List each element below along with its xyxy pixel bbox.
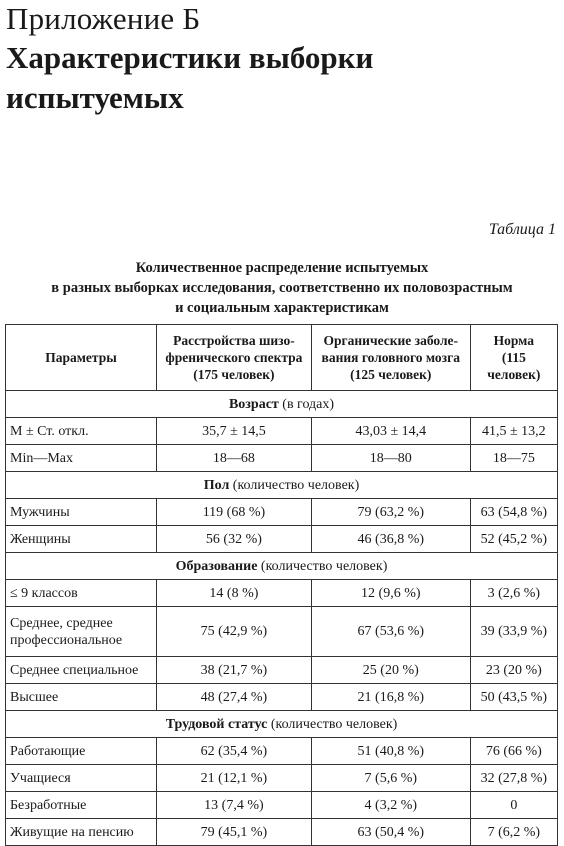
section-title: Трудовой статус bbox=[165, 716, 268, 732]
table-row bbox=[6, 418, 558, 445]
section-header bbox=[6, 711, 558, 738]
column-header-c1-line-3: (175 человек) bbox=[193, 367, 275, 382]
section-row-work-status bbox=[6, 711, 558, 738]
row-label-line-1: Среднее, среднее bbox=[10, 615, 113, 631]
cell-c2: 79 (63,2 %) bbox=[311, 499, 470, 526]
section-header bbox=[6, 472, 558, 499]
appendix-heading: Приложение Б bbox=[6, 1, 201, 36]
cell-c3: 7 (6,2 %) bbox=[470, 819, 557, 846]
page-title-line-1: Характеристики выборки bbox=[6, 40, 374, 75]
caption-line-1: Количественное распределение испытуемых bbox=[135, 260, 429, 276]
page-title bbox=[6, 38, 373, 118]
cell-c1: 75 (42,9 %) bbox=[156, 607, 311, 657]
column-header-norm bbox=[470, 325, 557, 391]
section-title: Пол bbox=[203, 477, 230, 493]
row-label: Живущие на пенсию bbox=[6, 819, 157, 846]
row-label: ≤ 9 классов bbox=[6, 580, 157, 607]
cell-c1: 38 (21,7 %) bbox=[156, 657, 311, 684]
column-header-c3-line-2: (115 человек) bbox=[487, 350, 541, 382]
section-note: (количество человек) bbox=[260, 558, 388, 574]
table-caption bbox=[0, 258, 564, 318]
column-header-c1-line-1: Расстройства шизо- bbox=[173, 333, 295, 348]
column-header-organic-brain-disease bbox=[311, 325, 470, 391]
table-number: Таблица 1 bbox=[488, 221, 556, 238]
cell-c2: 12 (9,6 %) bbox=[311, 580, 470, 607]
cell-c1: 13 (7,4 %) bbox=[156, 792, 311, 819]
cell-c2: 46 (36,8 %) bbox=[311, 526, 470, 553]
row-label: Высшее bbox=[6, 684, 157, 711]
table-row bbox=[6, 580, 558, 607]
cell-c1: 62 (35,4 %) bbox=[156, 738, 311, 765]
section-header bbox=[6, 391, 558, 418]
caption-line-2: в разных выборках исследования, соответственно их половозрастным bbox=[51, 280, 513, 296]
section-row-education bbox=[6, 553, 558, 580]
row-label: Учащиеся bbox=[6, 765, 157, 792]
cell-c2: 4 (3,2 %) bbox=[311, 792, 470, 819]
cell-c1: 48 (27,4 %) bbox=[156, 684, 311, 711]
column-header-schizophrenic-spectrum bbox=[156, 325, 311, 391]
cell-c3: 41,5 ± 13,2 bbox=[470, 418, 557, 445]
table-row bbox=[6, 657, 558, 684]
section-title: Возраст bbox=[228, 396, 279, 412]
cell-c2: 63 (50,4 %) bbox=[311, 819, 470, 846]
cell-c3: 63 (54,8 %) bbox=[470, 499, 557, 526]
cell-c2: 21 (16,8 %) bbox=[311, 684, 470, 711]
caption-line-3: и социальным характеристикам bbox=[175, 300, 389, 316]
cell-c3: 52 (45,2 %) bbox=[470, 526, 557, 553]
table-row bbox=[6, 792, 558, 819]
cell-c1: 56 (32 %) bbox=[156, 526, 311, 553]
section-title: Образование bbox=[175, 558, 258, 574]
section-header bbox=[6, 553, 558, 580]
cell-c3: 23 (20 %) bbox=[470, 657, 557, 684]
cell-c2: 51 (40,8 %) bbox=[311, 738, 470, 765]
section-row-age bbox=[6, 391, 558, 418]
cell-c2: 25 (20 %) bbox=[311, 657, 470, 684]
cell-c3: 50 (43,5 %) bbox=[470, 684, 557, 711]
table-row bbox=[6, 738, 558, 765]
cell-c1: 14 (8 %) bbox=[156, 580, 311, 607]
page-title-line-2: испытуемых bbox=[6, 80, 184, 115]
cell-c1: 21 (12,1 %) bbox=[156, 765, 311, 792]
table-row bbox=[6, 526, 558, 553]
row-label: Работающие bbox=[6, 738, 157, 765]
section-note: (в годах) bbox=[282, 396, 335, 412]
cell-c3: 39 (33,9 %) bbox=[470, 607, 557, 657]
cell-c1: 79 (45,1 %) bbox=[156, 819, 311, 846]
column-header-c2-line-1: Органические заболе- bbox=[323, 333, 459, 348]
cell-c1: 18—68 bbox=[156, 445, 311, 472]
table-row bbox=[6, 499, 558, 526]
row-label: M ± Ст. откл. bbox=[6, 418, 157, 445]
row-label-line-2: профессиональное bbox=[10, 632, 123, 648]
table-row bbox=[6, 607, 558, 657]
cell-c2: 18—80 bbox=[311, 445, 470, 472]
cell-c3: 32 (27,8 %) bbox=[470, 765, 557, 792]
column-header-c3-line-1: Норма bbox=[493, 333, 535, 348]
column-header-c2-line-2: вания головного мозга bbox=[321, 350, 460, 365]
row-label bbox=[6, 607, 157, 657]
section-note: (количество человек) bbox=[270, 716, 398, 732]
section-note: (количество человек) bbox=[232, 477, 360, 493]
section-row-sex bbox=[6, 472, 558, 499]
table-row bbox=[6, 765, 558, 792]
cell-c3: 76 (66 %) bbox=[470, 738, 557, 765]
cell-c2: 43,03 ± 14,4 bbox=[311, 418, 470, 445]
cell-c1: 119 (68 %) bbox=[156, 499, 311, 526]
column-header-c1-line-2: френического спектра bbox=[165, 350, 303, 365]
cell-c3: 0 bbox=[470, 792, 557, 819]
column-header-parameters: Параметры bbox=[6, 325, 157, 391]
cell-c2: 7 (5,6 %) bbox=[311, 765, 470, 792]
row-label: Мужчины bbox=[6, 499, 157, 526]
cell-c1: 35,7 ± 14,5 bbox=[156, 418, 311, 445]
row-label: Среднее специальное bbox=[6, 657, 157, 684]
row-label: Женщины bbox=[6, 526, 157, 553]
table-row bbox=[6, 445, 558, 472]
table-row bbox=[6, 684, 558, 711]
cell-c3: 3 (2,6 %) bbox=[470, 580, 557, 607]
cell-c2: 67 (53,6 %) bbox=[311, 607, 470, 657]
table-header-row bbox=[6, 325, 558, 391]
column-header-c2-line-3: (125 человек) bbox=[350, 367, 432, 382]
cell-c3: 18—75 bbox=[470, 445, 557, 472]
characteristics-table bbox=[5, 324, 558, 846]
row-label: Безработные bbox=[6, 792, 157, 819]
row-label: Min—Max bbox=[6, 445, 157, 472]
table-row bbox=[6, 819, 558, 846]
